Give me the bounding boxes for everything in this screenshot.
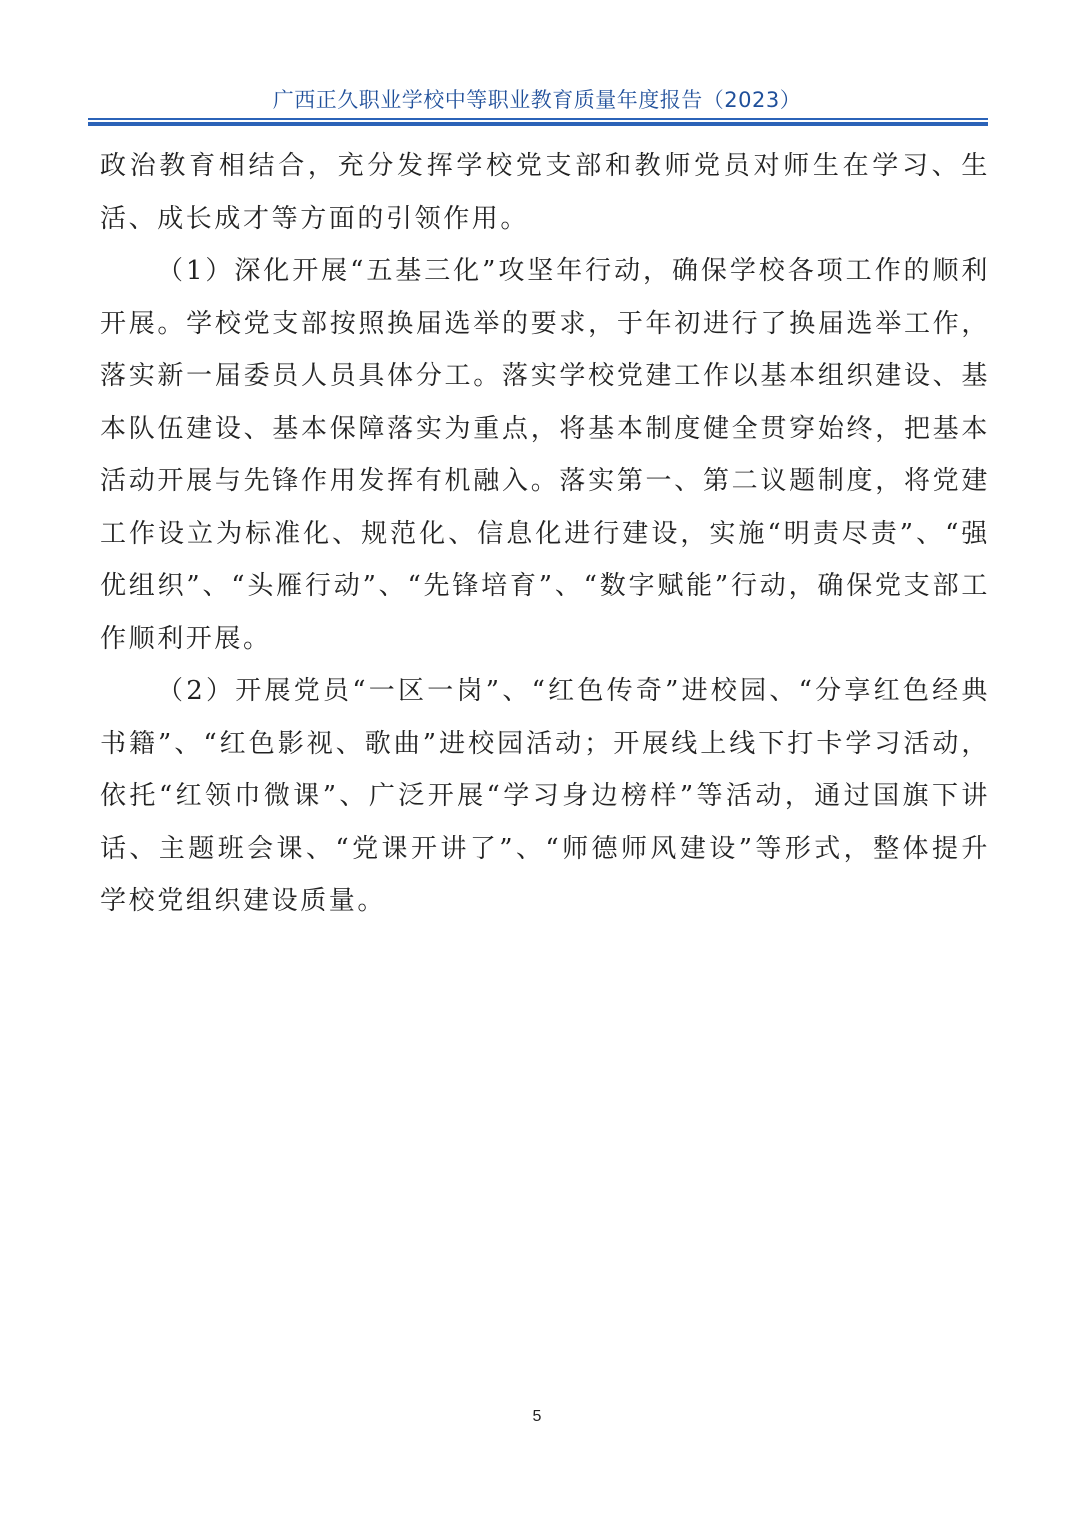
paragraph-continuation: 政治教育相结合，充分发挥学校党支部和教师党员对师生在学习、生活、成长成才等方面的引领作用。 — [100, 151, 990, 234]
header-double-rule — [88, 118, 988, 127]
header-rule-thin-line — [88, 118, 988, 120]
paragraph-item-2: （2）开展党员“一区一岗”、“红色传奇”进校园、“分享红色经典书籍”、“红色影视、歌曲”进校园活动；开展线上线下打卡学习活动，依托“红领巾微课”、广泛开展“学习身边榜样”等活动，通过国旗下讲话、主题班会课、“党课开讲了”、“师德师风建设”等形式，整体提升学校党组织建设质量。 — [100, 676, 990, 916]
report-header-title: 广西正久职业学校中等职业教育质量年度报告（2023） — [272, 88, 802, 112]
paragraph-item-1: （1）深化开展“五基三化”攻坚年行动，确保学校各项工作的顺利开展。学校党支部按照换届选举的要求，于年初进行了换届选举工作，落实新一届委员人员具体分工。落实学校党建工作以基本组织建设、基本队伍建设、基本保障落实为重点，将基本制度健全贯穿始终，把基本活动开展与先锋作用发挥有机融入。落实第一、第二议题制度，将党建工作设立为标准化、规范化、信息化进行建设，实施“明责尽责”、“强优组织”、“头雁行动”、“先锋培育”、“数字赋能”行动，确保党支部工作顺利开展。 — [100, 256, 990, 654]
page-number: 5 — [532, 1408, 542, 1425]
header-rule-thick-line — [88, 122, 988, 126]
body-text — [100, 140, 990, 928]
